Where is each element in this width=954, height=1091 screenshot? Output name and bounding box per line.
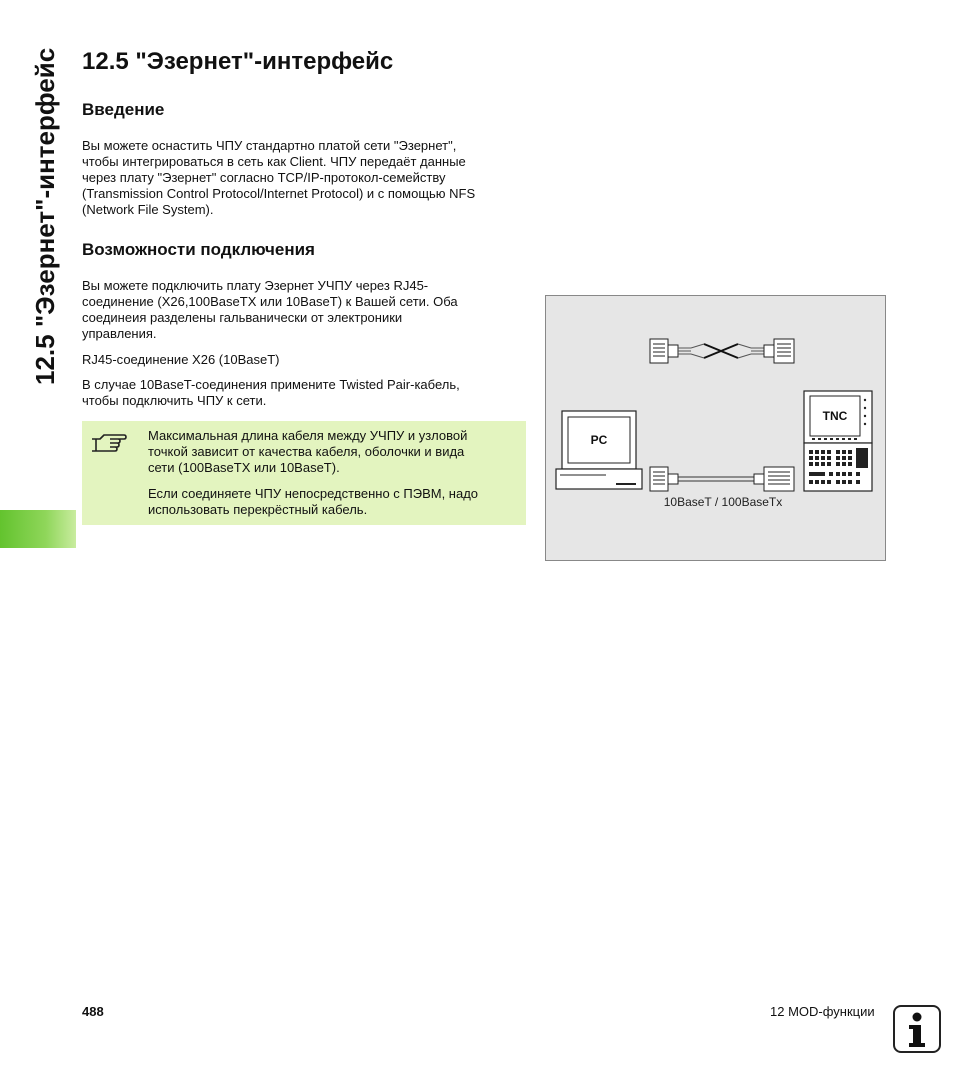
text-line: В случае 10BaseT-соединения примените Twisted Pair-кабель, <box>82 377 460 392</box>
chapter-tab-marker <box>0 510 76 548</box>
text-line: использовать перекрёстный кабель. <box>148 502 368 517</box>
pc-computer <box>556 411 642 489</box>
page-number: 488 <box>82 1004 104 1019</box>
note-box <box>82 421 526 525</box>
text-line: Если соединяете ЧПУ непосредственно с ПЭВМ, надо <box>148 486 479 501</box>
text-line: управления. <box>82 326 157 341</box>
info-icon <box>893 1005 941 1053</box>
text-line: (Transmission Control Protocol/Internet Protocol) и с помощью NFS <box>82 186 476 201</box>
note-paragraph <box>148 486 514 518</box>
connection-paragraph <box>82 278 522 342</box>
pc-label: PC <box>590 433 608 447</box>
tnc-control <box>804 391 872 491</box>
intro-heading: Введение <box>82 100 165 119</box>
tnc-label: TNC <box>822 409 848 423</box>
text-line: сети (100BaseTX или 10BaseT). <box>148 460 340 475</box>
text-line: (Network File System). <box>82 202 214 217</box>
text-line: чтобы интегрироваться в сеть как Client. ЧПУ передаёт данные <box>82 154 466 169</box>
note-paragraph <box>148 428 514 476</box>
straight-cable <box>650 467 794 491</box>
text-line: через плату "Эзернет" согласно TCP/IP-протокол-семейству <box>82 170 446 185</box>
footer-chapter: 12 MOD-функции <box>770 1004 875 1019</box>
connection-heading: Возможности подключения <box>82 240 315 259</box>
text-line: соединеия разделены гальванически от электроники <box>82 310 403 325</box>
text-line: соединение (X26,100BaseTX или 10BaseT) к Вашей сети. Оба <box>82 294 458 309</box>
text-line: Вы можете подключить плату Эзернет УЧПУ через RJ45- <box>82 278 429 293</box>
text-line: Максимальная длина кабеля между УЧПУ и узловой <box>148 428 468 443</box>
page-title: 12.5 "Эзернет"-интерфейс <box>82 48 394 75</box>
intro-paragraph <box>82 138 522 218</box>
twisted-pair-paragraph <box>82 377 522 409</box>
text-line: Вы можете оснастить ЧПУ стандартно платой сети "Эзернет", <box>82 138 457 153</box>
text-line: точкой зависит от качества кабеля, оболочки и вида <box>148 444 465 459</box>
cable-label: 10BaseT / 100BaseTx <box>663 495 783 509</box>
rj45-line: RJ45-соединение X26 (10BaseT) <box>82 352 280 367</box>
side-chapter-title: 12.5 "Эзернет"-интерфейс <box>30 47 60 385</box>
pointing-hand-icon <box>90 429 128 457</box>
text-line: чтобы подключить ЧПУ к сети. <box>82 393 267 408</box>
network-diagram <box>545 295 886 561</box>
crossover-cable <box>650 339 794 363</box>
